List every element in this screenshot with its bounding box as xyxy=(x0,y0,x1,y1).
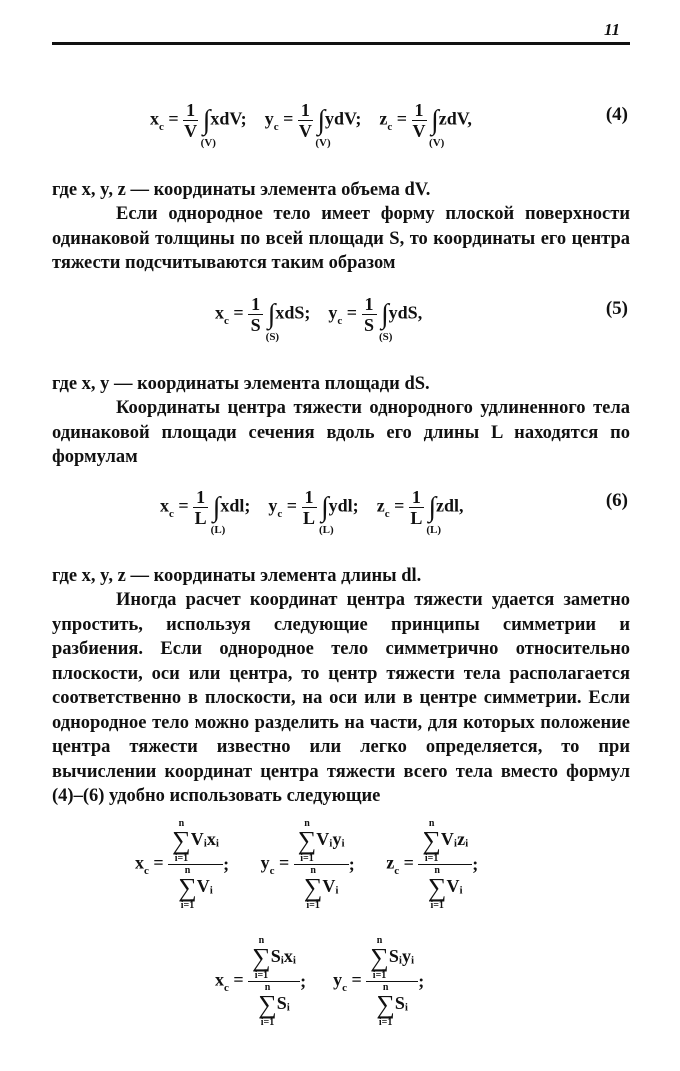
paragraph-1: где x, y, z — координаты элемента объема dV. xyxy=(52,180,431,200)
paragraph-2: Если однородное тело имеет форму плоской поверхности одинаковой толщины по всей площади S, то координаты его центра тяжести подсчитываются таким образом xyxy=(52,204,630,273)
header-rule xyxy=(52,42,630,45)
sum-formula-volume: $x_c$ = n ∑ i=1 Vᵢxᵢ n ∑ i=1 Vᵢ ; $y_c$ = n ∑ i=1 Vᵢyᵢ n ∑ i=1 Vᵢ ; $z_c$ = n ∑ i=1 Vᵢzᵢ n ∑ i=1 Vᵢ ; xyxy=(135,818,479,911)
equation-4: $x_c$ = $\frac{1}{V}$ ∫ (V) xdV; $y_c$ = $\frac{1}{V}$ ∫ (V) ydV; $z_c$ = $\frac{1}{V}$ ∫ (V) zdV, xyxy=(150,100,472,149)
page-number: 11 xyxy=(603,20,620,39)
equation-5-number: (5) xyxy=(605,298,628,319)
equation-6: $x_c$ = $\frac{1}{L}$ ∫ (L) xdl; $y_c$ = $\frac{1}{L}$ ∫ (L) ydl; $z_c$ = $\frac{1}{L}$ ∫ (L) zdl, xyxy=(160,487,464,536)
paragraph-4: Координаты центра тяжести однородного удлиненного тела одинаковой площади сечения вдоль его длины L находятся по формулам xyxy=(52,398,630,467)
paragraph-5: где x, y, z — координаты элемента длины dl. xyxy=(52,566,422,586)
equation-6-number: (6) xyxy=(605,490,628,511)
sum-formula-area: $x_c$ = n ∑ i=1 Sᵢxᵢ n ∑ i=1 Sᵢ ; $y_c$ = n ∑ i=1 Sᵢyᵢ n ∑ i=1 Sᵢ ; xyxy=(215,935,425,1028)
equation-5: $x_c$ = $\frac{1}{S}$ ∫ (S) xdS; $y_c$ = $\frac{1}{S}$ ∫ (S) ydS, xyxy=(215,294,423,343)
paragraph-3: где x, y — координаты элемента площади dS. xyxy=(52,374,430,394)
paragraph-6: Иногда расчет координат центра тяжести удается заметно упростить, используя следующие принципы симметрии и разбиения. Если однородное тело симметрично относительно плоскости, оси или центра, то центр тяжести тела располагается соответственно в плоскости, на оси или в центре симметрии. Если однородное тело можно разделить на части, для которых положение центра тяжести известно или легко определяется, то при вычислении координат центра тяжести всего тела вместо формул (4)–(6) удобно использовать следующие xyxy=(52,590,630,806)
equation-4-number: (4) xyxy=(605,104,628,125)
